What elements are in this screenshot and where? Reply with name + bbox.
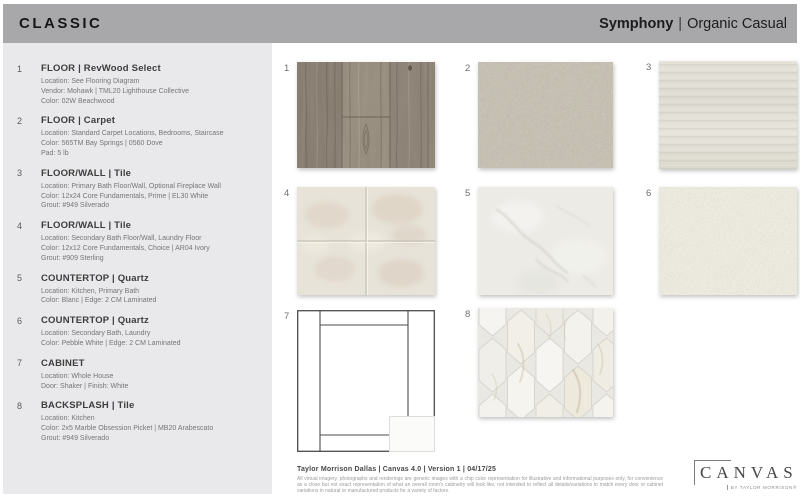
spec-item [17, 358, 264, 392]
tile-grid-texture-image [297, 187, 435, 295]
spec-item-body [41, 400, 264, 443]
swatch-number: 4 [284, 188, 290, 199]
spec-item-body [41, 168, 264, 211]
spec-item-detail: Grout: #949 Silverado [41, 434, 110, 442]
spec-item-body [41, 315, 264, 349]
swatch-picket-mosaic [465, 308, 613, 417]
swatch-number: 6 [646, 188, 652, 199]
swatch-tile-12x12 [284, 187, 435, 295]
spec-item-detail: Color: 02W Beachwood [41, 97, 115, 105]
spec-item-detail: Location: Standard Carpet Locations, Bedrooms, Staircase [41, 130, 224, 138]
spec-list [3, 43, 272, 494]
collection-title: CLASSIC [19, 15, 103, 32]
spec-item-number: 3 [17, 168, 23, 179]
swatch-number: 7 [284, 311, 290, 322]
spec-item [17, 115, 264, 158]
spec-item-title: FLOOR | RevWood Select [41, 63, 161, 74]
wood-texture-image [297, 62, 435, 168]
scheme-separator: | [678, 15, 683, 32]
swatch-quartz-pebble-white [646, 187, 797, 295]
spec-item-title: FLOOR | Carpet [41, 115, 116, 127]
spec-item-body [41, 358, 264, 392]
spec-item-title: CABINET [41, 357, 85, 369]
spec-item-detail: Location: Primary Bath Floor/Wall, Optional Fireplace Wall [41, 182, 221, 190]
spec-item-number: 5 [17, 273, 23, 284]
mosaic-texture-image [478, 308, 613, 417]
spec-item-number: 2 [17, 115, 23, 126]
spec-item [17, 273, 264, 307]
swatch-number: 5 [465, 188, 471, 199]
spec-item-title: FLOOR/WALL | Tile [41, 167, 132, 179]
spec-item-detail: Location: See Flooring Diagram [41, 78, 140, 85]
spec-item [17, 400, 264, 443]
canvas-logo [692, 457, 797, 495]
spec-item-title: FLOOR/WALL | Tile [41, 220, 132, 232]
spec-item-detail: Location: Kitchen [41, 415, 95, 423]
spec-item-detail: Grout: #949 Silverado [41, 202, 110, 210]
swatch-carpet [465, 62, 613, 168]
spec-item-detail: Location: Secondary Bath, Laundry [41, 330, 151, 338]
spec-item-detail: Vendor: Mohawk | TML20 Lighthouse Collective [41, 87, 189, 95]
spec-item-title: COUNTERTOP | Quartz [41, 272, 149, 284]
canvas-logo-wordmark: CANVAS [700, 463, 798, 482]
cabinet-door-drawing [297, 310, 435, 452]
swatch-number: 3 [646, 62, 652, 73]
spec-item-title: COUNTERTOP | Quartz [41, 315, 149, 327]
swatch-number: 1 [284, 63, 290, 74]
spec-item-number: 7 [17, 358, 23, 369]
spec-item-detail: Location: Whole House [41, 372, 114, 380]
spec-item-body [41, 220, 264, 263]
spec-item-title: BACKSPLASH | Tile [41, 400, 135, 412]
spec-item-body [41, 115, 264, 158]
spec-item-detail: Color: 12x24 Core Fundamentals, Prime | EL30 White [41, 192, 209, 200]
spec-item-detail: Grout: #909 Sterling [41, 254, 104, 262]
spec-item [17, 315, 264, 349]
quartz-pebble-texture-image [659, 187, 797, 295]
spec-item-detail: Color: 565TM Bay Springs | 0560 Dove [41, 140, 163, 148]
spec-item-detail: Color: 2x5 Marble Obsession Picket | MB20 Arabescato [41, 425, 214, 433]
swatch-cabinet-door [284, 310, 435, 452]
swatch-number: 8 [465, 309, 471, 320]
quartz-blanc-texture-image [478, 187, 613, 295]
spec-item-body [41, 273, 264, 307]
spec-item-detail: Door: Shaker | Finish: White [41, 382, 129, 390]
spec-item-number: 1 [17, 63, 23, 74]
spec-item-number: 4 [17, 220, 23, 231]
spec-item-detail: Color: Pebble White | Edge: 2 CM Laminated [41, 339, 181, 347]
scheme-title [599, 16, 787, 32]
spec-item [17, 168, 264, 211]
swatch-quartz-blanc [465, 187, 613, 295]
spec-item-detail: Color: Blanc | Edge: 2 CM Laminated [41, 297, 157, 305]
spec-item [17, 220, 264, 263]
spec-item-number: 6 [17, 315, 23, 326]
spec-item-detail: Pad: 5 lb [41, 149, 69, 157]
footer-disclaimer: All virtual imagery, photographs and renderings are generic images with a chip color representation for illustrative and informational purposes only, for convenience as a close but not exact representation of what an overall room's cabinetry will look like, not intended to reflect all details/variations to match every door or cabinet variations in natural or manufactured products for a variety of factors. [297, 476, 663, 494]
spec-item-body [41, 63, 264, 106]
scheme-style: Organic Casual [687, 15, 787, 32]
spec-item-detail: Location: Secondary Bath Floor/Wall, Laundry Floor [41, 235, 202, 243]
swatch-tile-12x24 [646, 61, 797, 169]
footer-document-info: Taylor Morrison Dallas | Canvas 4.0 | Version 1 | 04/17/25 [297, 466, 497, 473]
carpet-texture-image [478, 62, 613, 168]
spec-item-detail: Color: 12x12 Core Fundamentals, Choice | AR04 Ivory [41, 244, 210, 252]
swatch-revwood-flooring [284, 62, 435, 168]
scheme-name: Symphony [599, 15, 674, 32]
spec-item [17, 63, 264, 106]
spec-item-number: 8 [17, 400, 23, 411]
canvas-logo-tagline: BY TAYLOR MORRISON® [727, 485, 797, 490]
spec-item-detail: Location: Kitchen, Primary Bath [41, 287, 140, 295]
swatch-number: 2 [465, 63, 471, 74]
header-bar [3, 4, 797, 43]
